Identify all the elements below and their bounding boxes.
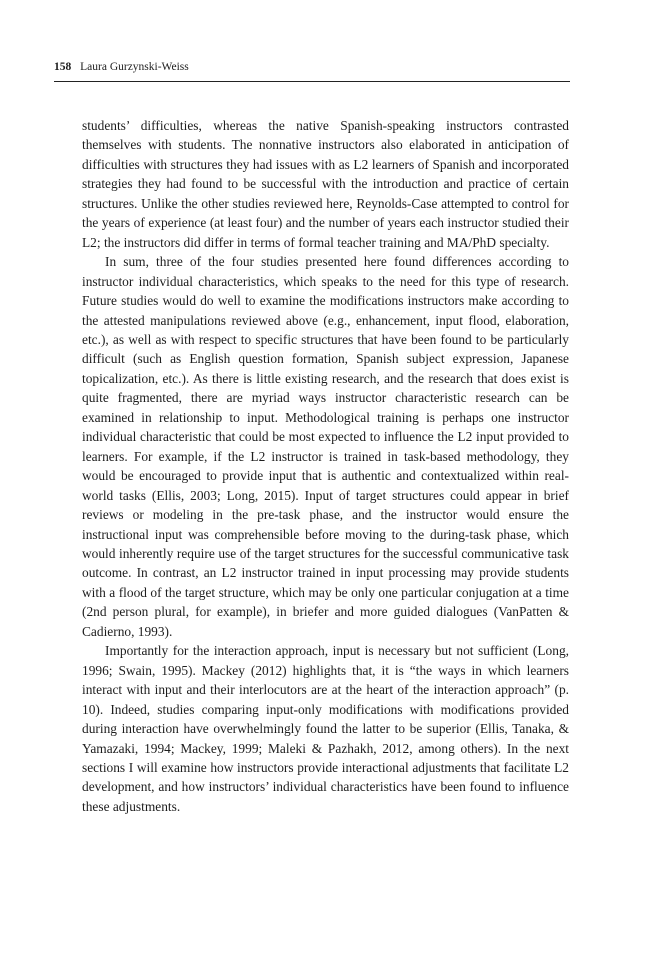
- paragraph-continuation: students’ difficulties, whereas the native Spanish-speaking instructors contrasted themselves with students. The nonnative instructors also elaborated in anticipation of difficulties with structures they had issues with as L2 learners of Spanish and incorporated strategies they had found to be successful with the introduction and practice of certain structures. Unlike the other studies reviewed here, Reynolds-Case attempted to control for the years of experience (at least four) and the number of years each instructor studied their L2; the instructors did differ in terms of formal teacher training and MA/PhD specialty.: [82, 118, 569, 250]
- running-head: [54, 60, 570, 74]
- paragraph-interaction-approach: Importantly for the interaction approach, input is necessary but not sufficient (Long, 1996; Swain, 1995). Mackey (2012) highlights that, it is “the ways in which learners interact with input and their interlocutors are at the heart of the interaction approach” (p. 10). Indeed, studies comparing input-only modifications with modifications provided during interaction have overwhelmingly found the latter to be superior (Ellis, Tanaka, & Yamazaki, 1994; Mackey, 1999; Maleki & Pazhakh, 2012, among others). In the next sections I will examine how instructors provide interactional adjustments that facilitate L2 development, and how instructors’ individual characteristics have been found to influence these adjustments.: [82, 643, 569, 814]
- page-number: 158: [54, 61, 72, 73]
- running-head-author: Laura Gurzynski-Weiss: [80, 61, 189, 73]
- header-rule: [54, 81, 570, 82]
- paragraph-in-sum: In sum, three of the four studies presented here found differences according to instructor individual characteristics, which speaks to the need for this type of research. Future studies would do well to examine the modifications instructors make according to the attested manipulations reviewed above (e.g., enhancement, input flood, elaboration, etc.), as well as with respect to specific structures that have been found to be particularly difficult (such as English question formation, Spanish subject expression, Japanese topicalization, etc.). As there is little existing research, and the research that does exist is quite fragmented, there are myriad ways instructor characteristic research can be examined in relationship to input. Methodological training is perhaps one instructor individual characteristic that could be most expected to influence the L2 input provided to learners. For example, if the L2 instructor is trained in task-based methodology, they would be encouraged to provide input that is authentic and contextualized within real-world tasks (Ellis, 2003; Long, 2015). Input of target structures could appear in brief reviews or modeling in the pre-task phase, and the instructor would ensure the instructional input was comprehensible before moving to the during-task phase, which would inherently require use of the target structures for the successful communicative task outcome. In contrast, an L2 instructor trained in input processing may provide students with a flood of the target structure, which may be only one particular conjugation at a time (2nd person plural, for example), in briefer and more guided dialogues (VanPatten & Cadierno, 1993).: [82, 254, 569, 639]
- body-text: [82, 116, 569, 816]
